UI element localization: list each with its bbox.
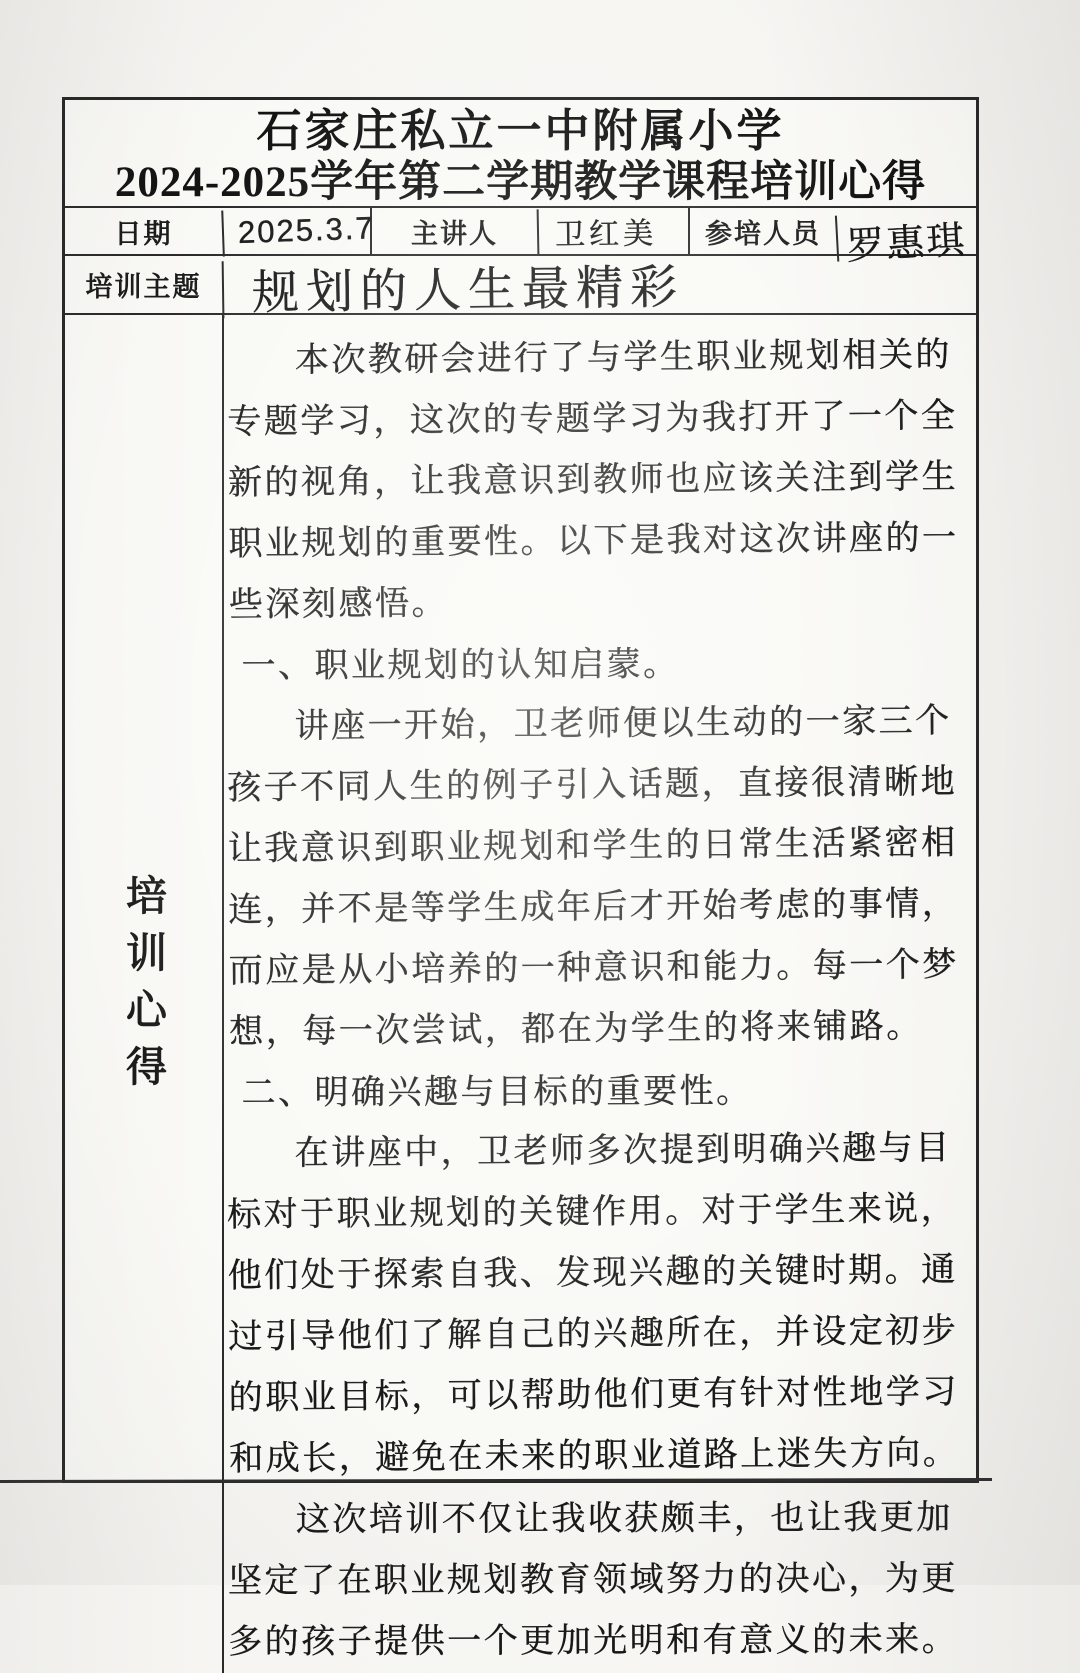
training-feedback-form-table [62, 97, 979, 1661]
info-row [65, 206, 976, 269]
speaker-label: 主讲人 [370, 208, 537, 254]
reflection-label-cell [65, 315, 222, 1673]
reflection-row [65, 313, 976, 1673]
participants-label: 参培人员 [688, 208, 836, 254]
date-label: 日期 [114, 218, 173, 249]
participants-value: 罗惠琪 [835, 208, 977, 261]
form-title: 2024-2025学年第二学期教学课程培训心得 [114, 159, 927, 206]
speaker-value: 卫红美 [537, 207, 689, 256]
reflection-paragraph: 讲座一开始，卫老师便以生动的一家三个孩子不同人生的例子引入话题，直接很清晰地让我意识到职业规划和学生的日常生活紧密相连，并不是等学生成年后才开始考虑的事情，而应是从小培养的一种意识和能力。每一个梦想，每一次尝试，都在为学生的将来铺路。 [227, 701, 959, 1051]
topic-row [65, 254, 976, 319]
form-header [65, 100, 976, 206]
reflection-content [222, 315, 976, 1673]
reflection-paragraph: 这次培训不仅让我收获颇丰，也让我更加坚定了在职业规划教育领域努力的决心，为更多的孩子提供一个更加光明和有意义的未来。 [227, 1498, 959, 1661]
topic-value: 规划的人生最精彩 [222, 251, 977, 319]
school-name: 石家庄私立一中附属小学 [256, 106, 785, 156]
reflection-heading: 二、明确兴趣与目标的重要性。 [241, 1072, 753, 1112]
topic-label: 培训主题 [85, 272, 202, 302]
reflection-paragraph: 本次教研会进行了与学生职业规划相关的专题学习，这次的专题学习为我打开了一个全新的视角，让我意识到教师也应该关注到学生职业规划的重要性。以下是我对这次讲座的一些深刻感悟。 [227, 335, 959, 624]
reflection-paragraph: 在讲座中，卫老师多次提到明确兴趣与目标对于职业规划的关键作用。对于学生来说，他们处于探索自我、发现兴趣的关键时期。通过引导他们了解自己的兴趣所在，并设定初步的职业目标，可以帮助他们更有针对性地学习和成长，避免在未来的职业道路上迷失方向。 [227, 1128, 960, 1478]
reflection-heading: 一、职业规划的认知启蒙。 [241, 645, 680, 685]
date-value: 2025.3.7 [221, 205, 371, 256]
reflection-label: 培训心得 [120, 874, 166, 1102]
